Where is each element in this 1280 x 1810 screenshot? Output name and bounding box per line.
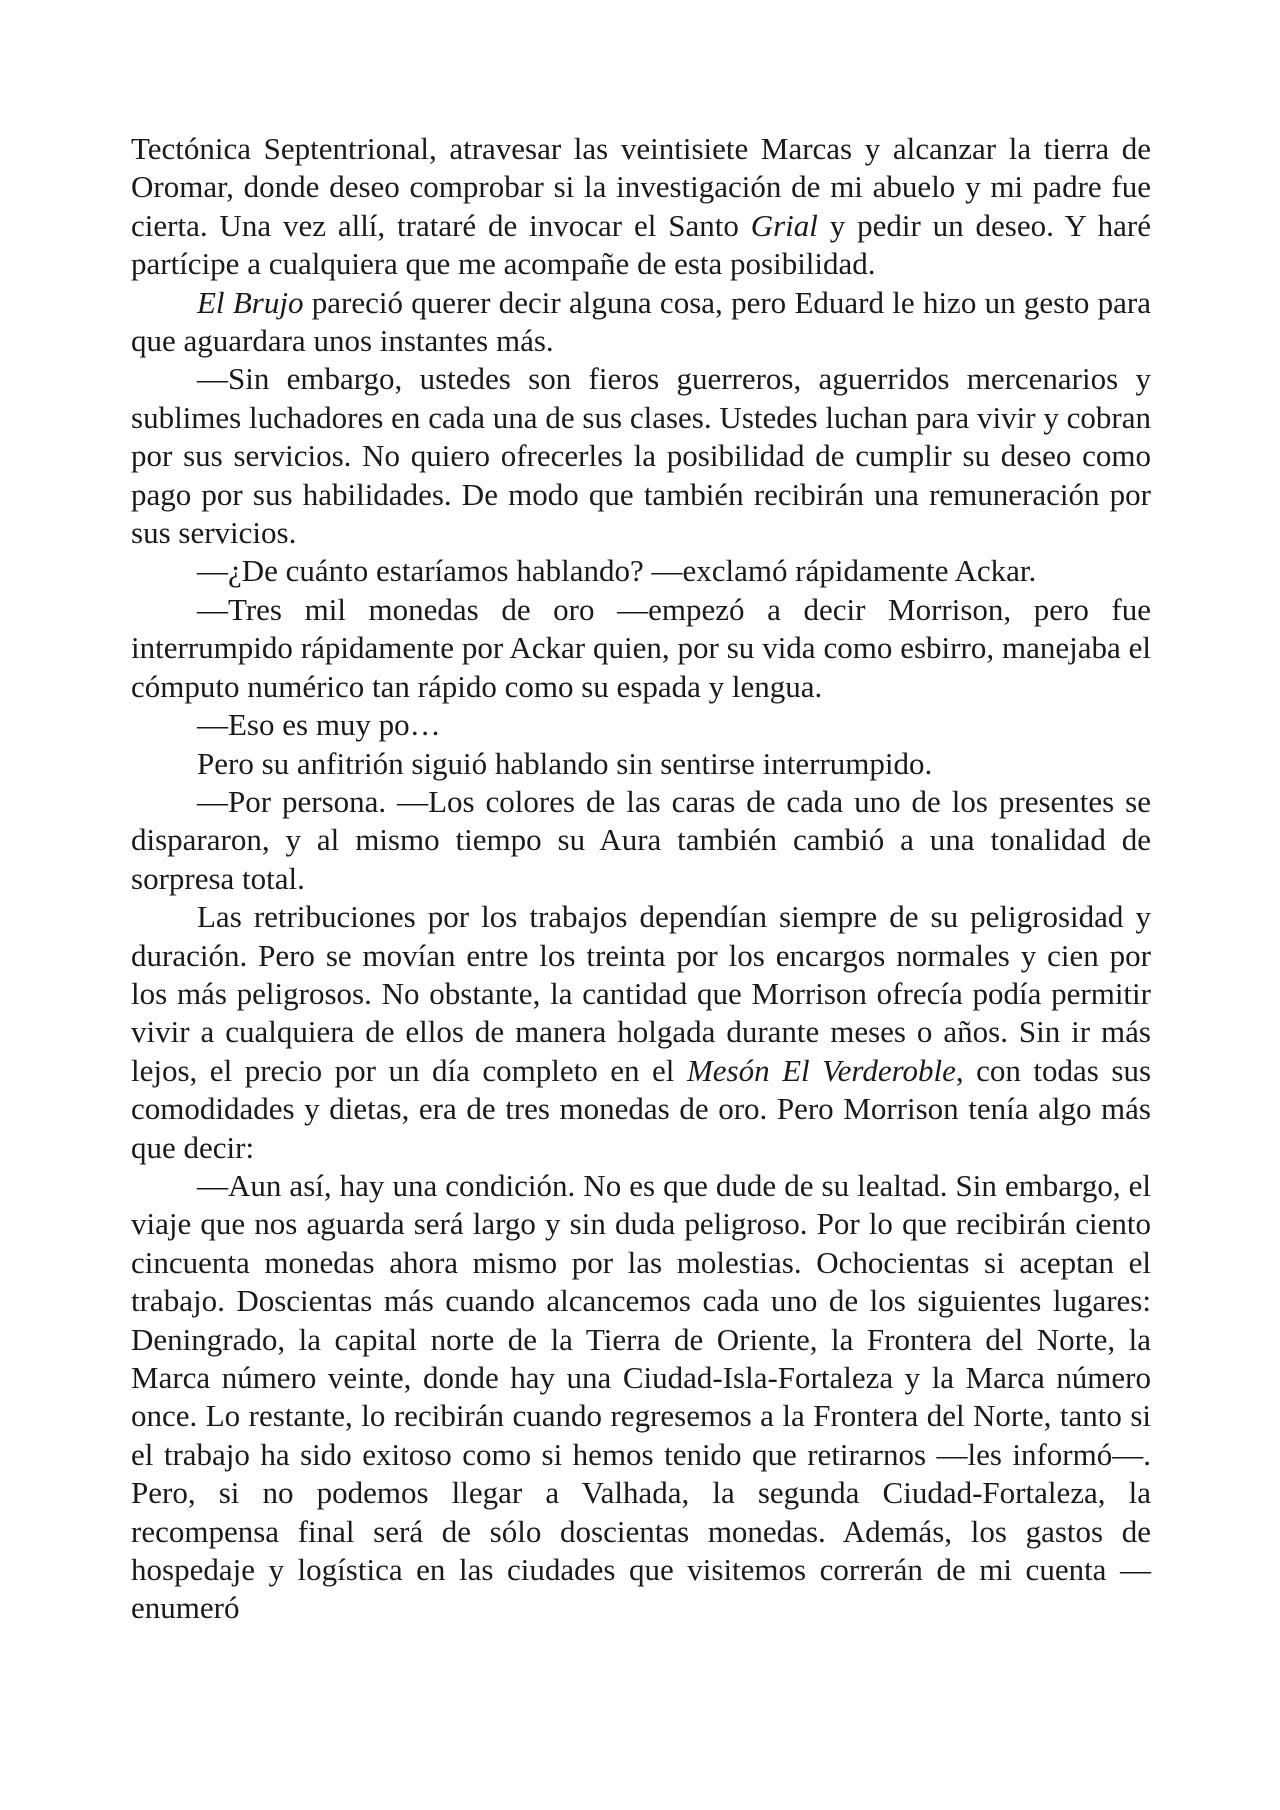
paragraph-10 bbox=[131, 1167, 1151, 1628]
paragraph-6 bbox=[131, 706, 1151, 744]
text-run: —¿De cuánto estaríamos hablando? —exclamó rápidamente Ackar. bbox=[197, 553, 1037, 589]
paragraph-5 bbox=[131, 591, 1151, 706]
paragraph-4 bbox=[131, 552, 1151, 590]
text-run: Pero su anfitrión siguió hablando sin sentirse interrumpido. bbox=[197, 745, 933, 781]
text-run: —Tres mil monedas de oro —empezó a decir Morrison, pero fue interrumpido rápidamente por Ackar quien, por su vida como esbirro, manejaba el cómputo numérico tan rápido como su espada y lengua. bbox=[131, 591, 1151, 704]
text-run: Tectónica Septentrional, atravesar las veintisiete Marcas y alcanzar la tierra de Oromar, donde deseo comprobar si la investigación de mi abuelo y mi padre fue cierta. Una vez allí, trataré de invocar el Santo bbox=[131, 131, 1151, 243]
page-body bbox=[131, 130, 1151, 1628]
text-run: —Por persona. —Los colores de las caras de cada uno de los presentes se dispararon, y al mismo tiempo su Aura también cambió a una tonalidad de sorpresa total. bbox=[131, 783, 1151, 896]
paragraph-3 bbox=[131, 360, 1151, 552]
text-run: —Sin embargo, ustedes son fieros guerreros, aguerridos mercenarios y sublimes luchadores en cada una de sus clases. Ustedes luchan para vivir y cobran por sus servicios. No quiero ofrecerles la posibilidad de cumplir su deseo como pago por sus habilidades. De modo que también recibirán una remuneración por sus servicios. bbox=[131, 361, 1151, 551]
italic-run: Grial bbox=[750, 207, 818, 243]
italic-run: Mesón El Verderoble bbox=[686, 1052, 956, 1088]
text-run: —Eso es muy po… bbox=[197, 707, 441, 743]
paragraph-2 bbox=[131, 284, 1151, 361]
paragraph-8 bbox=[131, 783, 1151, 898]
text-run: y pedir un deseo. Y haré partícipe a cualquiera que me acompañe de esta posibilidad. bbox=[131, 207, 1151, 282]
italic-run: El Brujo bbox=[197, 284, 304, 320]
text-run: Las retribuciones por los trabajos dependían siempre de su peligrosidad y duración. Pero se movían entre los treinta por los encargos normales y cien por los más peligrosos. No obstante, la cantidad que Morrison ofrecía podía permitir vivir a cualquiera de ellos de manera holgada durante meses o años. Sin ir más lejos, el precio por un día completo en el bbox=[131, 899, 1151, 1088]
text-run: pareció querer decir alguna cosa, pero Eduard le hizo un gesto para que aguardara unos instantes más. bbox=[131, 284, 1151, 359]
paragraph-9 bbox=[131, 898, 1151, 1167]
text-run: —Aun así, hay una condición. No es que dude de su lealtad. Sin embargo, el viaje que nos aguarda será largo y sin duda peligroso. Por lo que recibirán ciento cincuenta monedas ahora mismo por las molestias. Ochocientas si aceptan el trabajo. Doscientas más cuando alcancemos cada uno de los siguientes lugares: Deningrado, la capital norte de la Tierra de Oriente, la Frontera del Norte, la Marca número veinte, donde hay una Ciudad-Isla-Fortaleza y la Marca número once. Lo restante, lo recibirán cuando regresemos a la Frontera del Norte, tanto si el trabajo ha sido exitoso como si hemos tenido que retirarnos —les informó—. Pero, si no podemos llegar a Valhada, la segunda Ciudad-Fortaleza, la recompensa final será de sólo doscientas monedas. Además, los gastos de hospedaje y logística en las ciudades que visitemos correrán de mi cuenta —enumeró bbox=[131, 1167, 1151, 1626]
text-run: , con todas sus comodidades y dietas, era de tres monedas de oro. Pero Morrison tenía algo más que decir: bbox=[131, 1052, 1152, 1165]
paragraph-1 bbox=[131, 130, 1151, 284]
paragraph-7 bbox=[131, 745, 1151, 783]
